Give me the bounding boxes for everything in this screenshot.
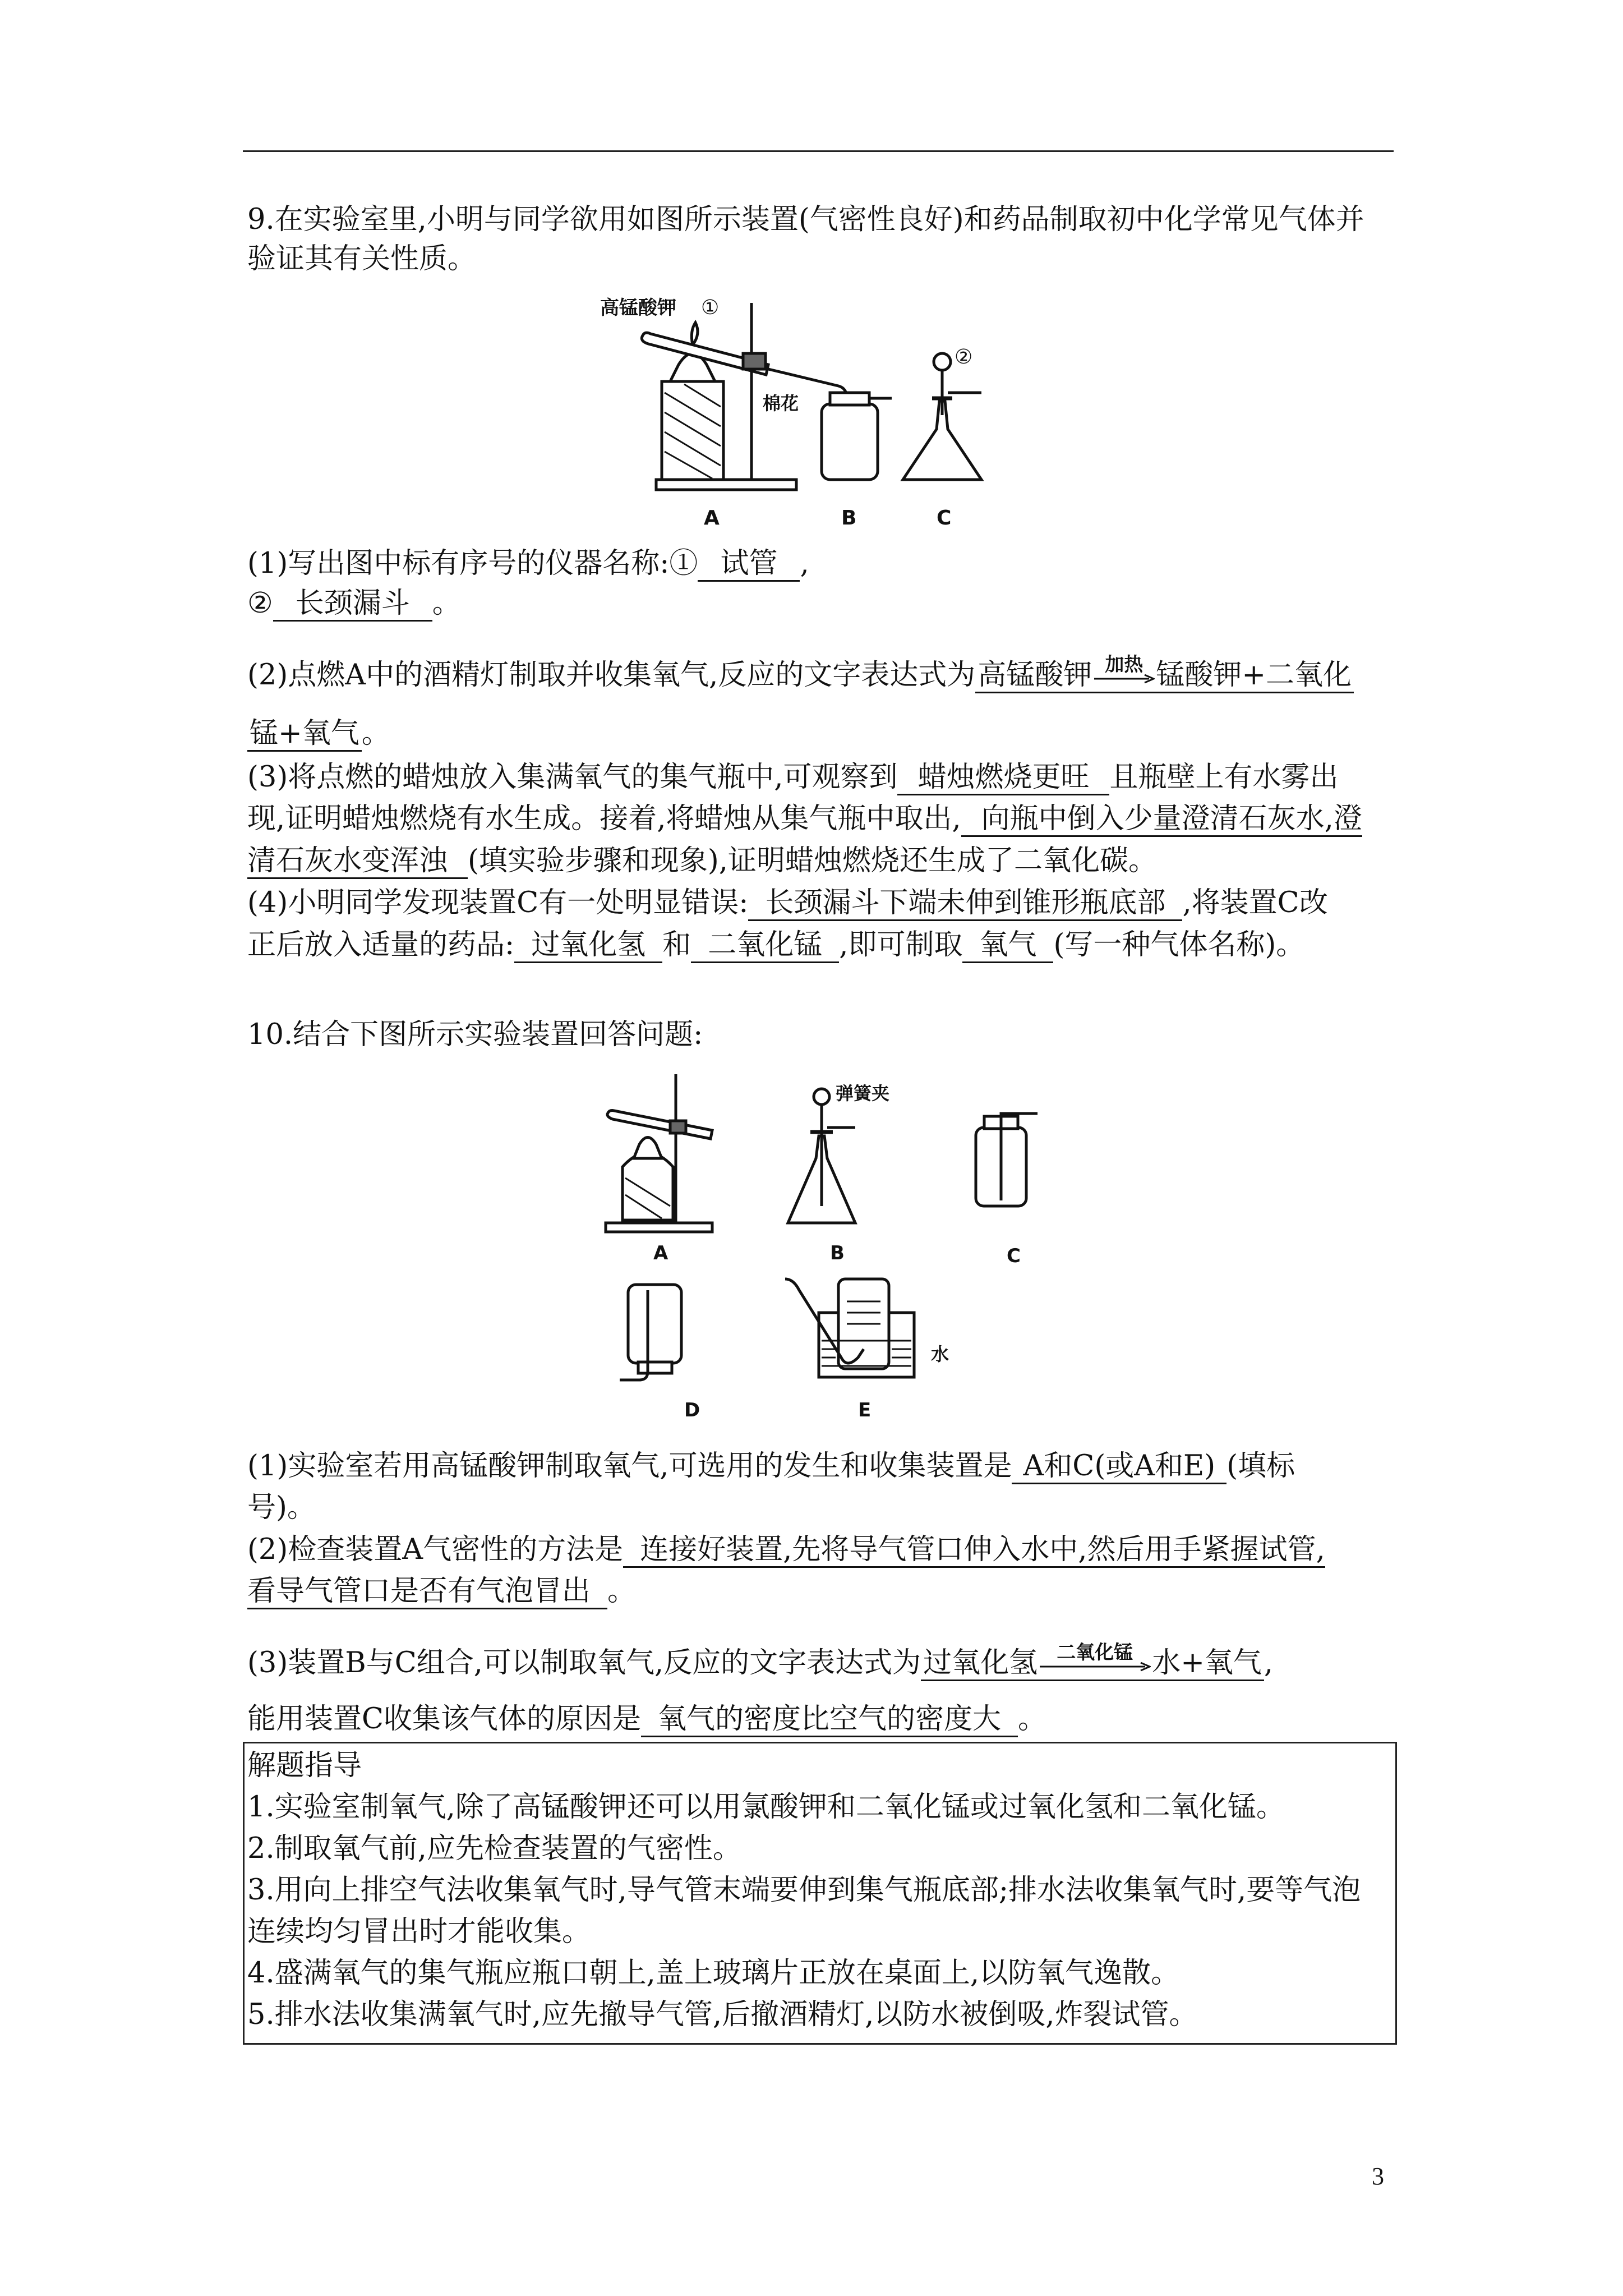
q10-stem: 10.结合下图所示实验装置回答问题: bbox=[247, 1018, 703, 1051]
answer-blank: 二氧化锰 bbox=[691, 929, 839, 963]
label-circled-1: ① bbox=[701, 296, 720, 319]
q9-part2b: 锰+氧气。 bbox=[247, 717, 390, 752]
label-a: A bbox=[704, 507, 720, 530]
guide-title: 解题指导 bbox=[247, 1749, 362, 1782]
label-c: C bbox=[937, 507, 952, 530]
answer-blank: 氧气的密度比空气的密度大 bbox=[641, 1703, 1018, 1737]
q9-part4: (4)小明同学发现装置C有一处明显错误: 长颈漏斗下端未伸到锥形瓶底部 ,将装置C改 bbox=[247, 886, 1328, 921]
guide-item: 连续均匀冒出时才能收集。 bbox=[247, 1915, 591, 1948]
q9-part1: (1)写出图中标有序号的仪器名称:① 试管 , bbox=[247, 547, 809, 582]
label-b: B bbox=[841, 507, 857, 530]
q9-apparatus-figure bbox=[600, 292, 1049, 533]
label-circled-2: ② bbox=[955, 346, 973, 369]
q10-part1: (1)实验室若用高锰酸钾制取氧气,可选用的发生和收集装置是 A和C(或A和E) (填标 bbox=[247, 1450, 1295, 1484]
answer-blank: 长颈漏斗下端未伸到锥形瓶底部 bbox=[748, 887, 1182, 921]
answer-blank: 过氧化氢 bbox=[514, 929, 662, 963]
answer-blank: 锰+氧气 bbox=[247, 717, 362, 752]
label-water: 水 bbox=[931, 1343, 949, 1365]
answer-blank: 看导气管口是否有气泡冒出 bbox=[247, 1575, 607, 1609]
label-cotton: 棉花 bbox=[763, 393, 799, 414]
guide-item: 5.排水法收集满氧气时,应先撤导气管,后撤酒精灯,以防水被倒吸,炸裂试管。 bbox=[247, 1998, 1198, 2031]
q10-part3: (3)装置B与C组合,可以制取氧气,反应的文字表达式为过氧化氢 二氧化锰 水+氧气, bbox=[247, 1646, 1273, 1681]
guide-item: 3.用向上排空气法收集氧气时,导气管末端要伸到集气瓶底部;排水法收集氧气时,要等气泡 bbox=[247, 1874, 1361, 1907]
q9-part3b: 现,证明蜡烛燃烧有水生成。接着,将蜡烛从集气瓶中取出, 向瓶中倒入少量澄清石灰水,澄 bbox=[247, 802, 1362, 837]
answer-blank: 清石灰水变浑浊 bbox=[247, 845, 468, 879]
q10-part3b: 能用装置C收集该气体的原因是 氧气的密度比空气的密度大 。 bbox=[247, 1703, 1046, 1737]
q9-part3c: 清石灰水变浑浊 (填实验步骤和现象),证明蜡烛燃烧还生成了二氧化碳。 bbox=[247, 844, 1157, 879]
q9-stem-line2: 验证其有关性质。 bbox=[247, 242, 477, 275]
label-a: A bbox=[653, 1242, 668, 1264]
answer-blank: 长颈漏斗 bbox=[273, 587, 432, 622]
q9-part4b: 正后放入适量的药品: 过氧化氢 和 二氧化锰 ,即可制取 氧气 (写一种气体名称)。 bbox=[247, 928, 1304, 963]
label-d: D bbox=[684, 1399, 700, 1421]
guide-item: 2.制取氧气前,应先检查装置的气密性。 bbox=[247, 1832, 741, 1865]
answer-blank: 连接好装置,先将导气管口伸入水中,然后用手紧握试管, bbox=[623, 1534, 1325, 1568]
label-c: C bbox=[1007, 1245, 1021, 1267]
q9-part3: (3)将点燃的蜡烛放入集满氧气的集气瓶中,可观察到 蜡烛燃烧更旺 且瓶壁上有水雾出 bbox=[247, 761, 1339, 795]
q10-part2: (2)检查装置A气密性的方法是 连接好装置,先将导气管口伸入水中,然后用手紧握试管, bbox=[247, 1533, 1325, 1568]
answer-blank: A和C(或A和E) bbox=[1012, 1450, 1227, 1484]
guide-item: 4.盛满氧气的集气瓶应瓶口朝上,盖上玻璃片正放在桌面上,以防氧气逸散。 bbox=[247, 1957, 1180, 1990]
answer-blank: 氧气 bbox=[962, 929, 1053, 963]
q10-apparatus-figure bbox=[600, 1066, 1049, 1436]
label-kmno4: 高锰酸钾 bbox=[600, 297, 676, 319]
q10-part1b: 号)。 bbox=[247, 1491, 316, 1524]
clamp bbox=[743, 353, 766, 369]
answer-blank: 高锰酸钾 加热 锰酸钾+二氧化 bbox=[975, 659, 1354, 693]
label-spring-clip: 弹簧夹 bbox=[836, 1083, 890, 1104]
page-number: 3 bbox=[1372, 2162, 1384, 2190]
q9-stem-line1: 9.在实验室里,小明与同学欲用如图所示装置(气密性良好)和药品制取初中化学常见气体并 bbox=[247, 203, 1364, 236]
answer-blank: 过氧化氢 二氧化锰 水+氧气 bbox=[921, 1647, 1264, 1681]
label-b: B bbox=[830, 1242, 845, 1264]
answer-blank: 向瓶中倒入少量澄清石灰水,澄 bbox=[961, 803, 1362, 837]
answer-blank: 试管 bbox=[698, 547, 800, 582]
q10-part2b: 看导气管口是否有气泡冒出 。 bbox=[247, 1575, 636, 1609]
reaction-arrow: 加热 bbox=[1093, 673, 1155, 684]
stand-base bbox=[656, 480, 796, 490]
q9-part2: (2)点燃A中的酒精灯制取并收集氧气,反应的文字表达式为高锰酸钾 加热 锰酸钾+二氧化 bbox=[247, 659, 1354, 693]
q9-part1b: ② 长颈漏斗 。 bbox=[247, 587, 461, 622]
funnel-bulb bbox=[934, 353, 951, 370]
header-rule bbox=[243, 150, 1394, 152]
reaction-arrow: 二氧化锰 bbox=[1039, 1661, 1151, 1672]
answer-blank: 蜡烛燃烧更旺 bbox=[897, 761, 1109, 795]
guide-item: 1.实验室制氧气,除了高锰酸钾还可以用氯酸钾和二氧化锰或过氧化氢和二氧化锰。 bbox=[247, 1791, 1285, 1824]
gas-bottle-b bbox=[822, 404, 878, 480]
label-e: E bbox=[858, 1399, 872, 1421]
